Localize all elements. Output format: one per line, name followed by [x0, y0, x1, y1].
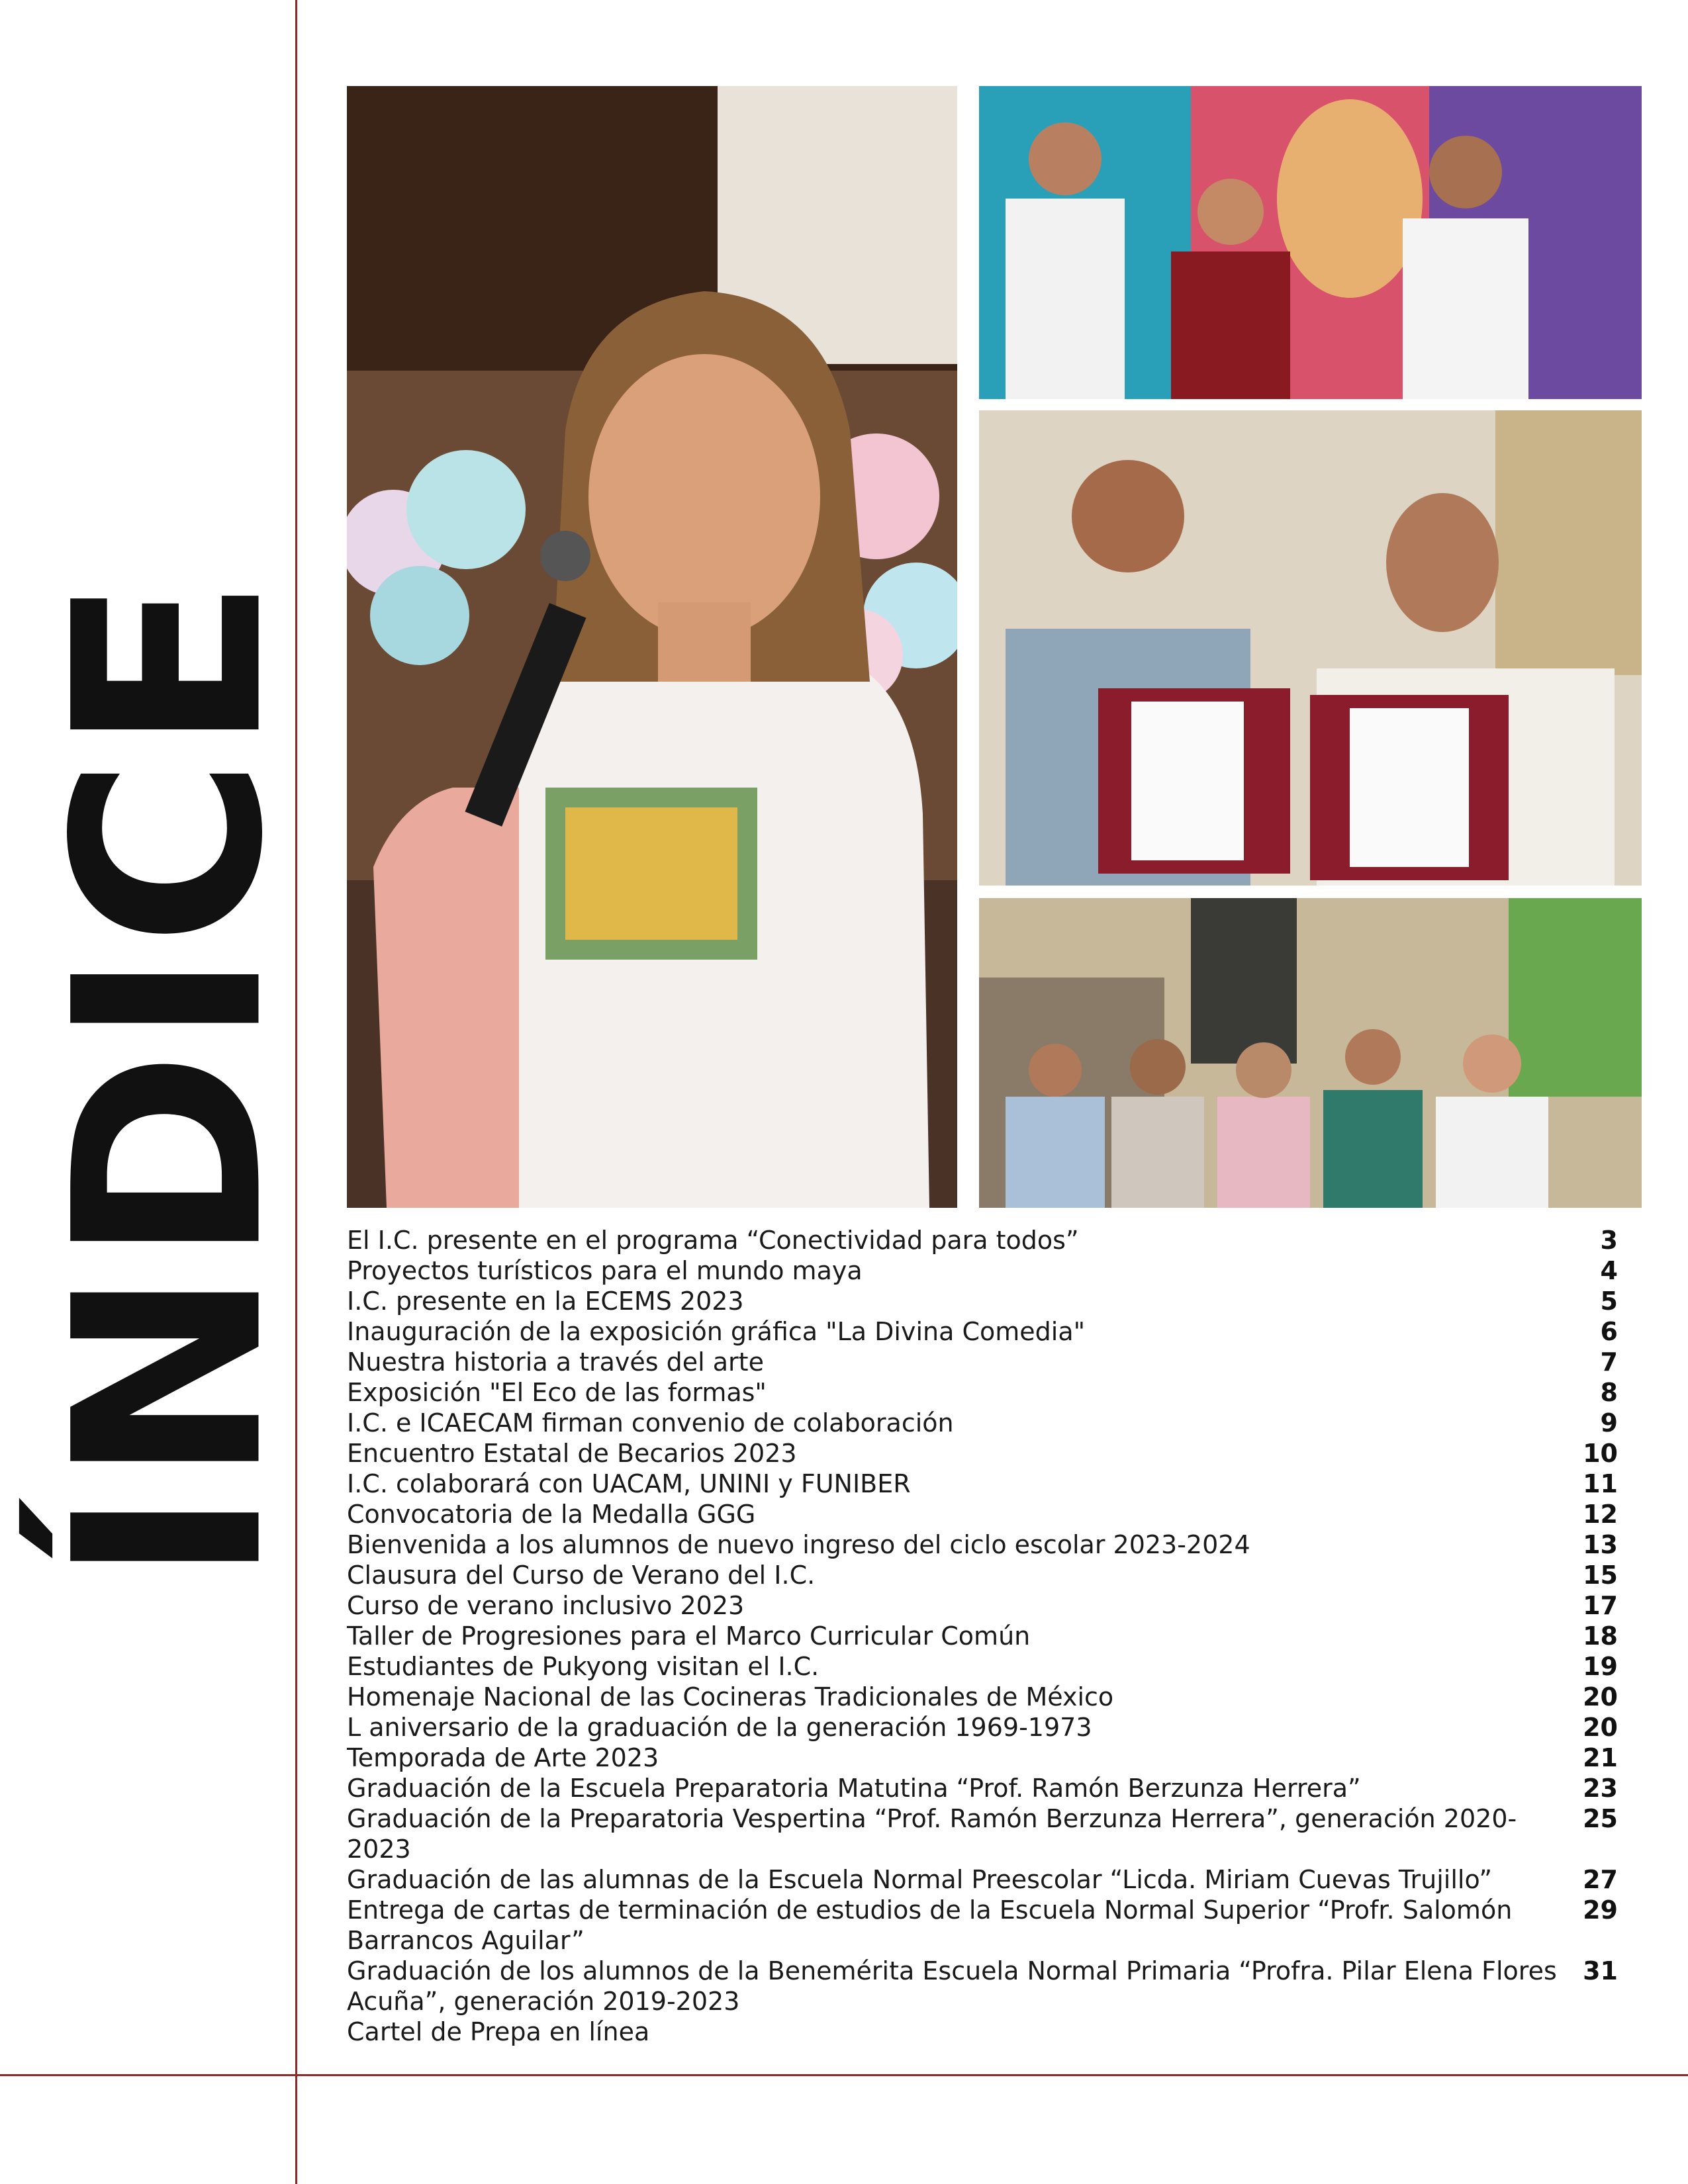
- toc-item-title: Bienvenida a los alumnos de nuevo ingreso del ciclo escolar 2023-2024: [347, 1530, 1250, 1559]
- table-of-contents: [347, 1225, 1618, 2047]
- toc-item-page: 15: [1583, 1561, 1618, 1590]
- page-title-container: [19, 563, 319, 1595]
- toc-item-title: Graduación de la Escuela Preparatoria Matutina “Prof. Ramón Berzunza Herrera”: [347, 1774, 1361, 1803]
- toc-item-title: Temporada de Arte 2023: [347, 1743, 659, 1772]
- toc-item[interactable]: [347, 1590, 1618, 1621]
- toc-item[interactable]: [347, 1560, 1618, 1590]
- toc-item-page: 23: [1583, 1774, 1618, 1803]
- toc-item-title: Entrega de cartas de terminación de estudios de la Escuela Normal Superior “Profr. Salomón Barrancos Aguilar”: [347, 1895, 1513, 1955]
- toc-item[interactable]: [347, 1743, 1618, 1773]
- toc-item-title: Curso de verano inclusivo 2023: [347, 1591, 745, 1620]
- toc-item-title: I.C. colaborará con UACAM, UNINI y FUNIBER: [347, 1469, 911, 1498]
- toc-item[interactable]: [347, 1956, 1618, 2017]
- toc-item-page: 20: [1583, 1713, 1618, 1742]
- toc-item[interactable]: [347, 1316, 1618, 1347]
- toc-item[interactable]: [347, 1803, 1618, 1864]
- toc-item[interactable]: [347, 1529, 1618, 1560]
- toc-item-title: I.C. presente en la ECEMS 2023: [347, 1287, 744, 1316]
- toc-item[interactable]: [347, 1438, 1618, 1469]
- toc-item-page: 5: [1600, 1287, 1618, 1316]
- toc-item[interactable]: [347, 1621, 1618, 1651]
- toc-item-page: 17: [1583, 1591, 1618, 1620]
- group-photo: [979, 898, 1642, 1208]
- toc-item-page: 12: [1583, 1500, 1618, 1529]
- toc-item[interactable]: [347, 1682, 1618, 1712]
- toc-item-page: 10: [1583, 1439, 1618, 1468]
- toc-item[interactable]: [347, 1712, 1618, 1743]
- toc-item-title: L aniversario de la graduación de la generación 1969-1973: [347, 1713, 1092, 1742]
- toc-item[interactable]: [347, 1408, 1618, 1438]
- toc-item[interactable]: [347, 1347, 1618, 1377]
- toc-item[interactable]: [347, 1286, 1618, 1316]
- toc-item-title: Graduación de las alumnas de la Escuela Normal Preescolar “Licda. Miriam Cuevas Trujillo”: [347, 1865, 1493, 1894]
- page-title: ÍNDICE: [19, 572, 319, 1585]
- toc-item-page: 19: [1583, 1652, 1618, 1681]
- toc-item-page: 7: [1600, 1347, 1618, 1377]
- toc-item[interactable]: [347, 1864, 1618, 1895]
- toc-item[interactable]: [347, 1469, 1618, 1499]
- toc-item-page: 27: [1583, 1865, 1618, 1894]
- toc-item-page: 11: [1583, 1469, 1618, 1498]
- toc-item-page: 3: [1600, 1226, 1618, 1255]
- toc-item-page: 31: [1583, 1956, 1618, 1985]
- toc-item-title: El I.C. presente en el programa “Conectividad para todos”: [347, 1226, 1079, 1255]
- toc-item-title: Graduación de los alumnos de la Benemérita Escuela Normal Primaria “Profra. Pilar Elena Flores Acuña”, generación 2019-2023: [347, 1956, 1557, 2016]
- toc-item[interactable]: [347, 1651, 1618, 1682]
- toc-item[interactable]: [347, 1895, 1618, 1956]
- toc-item-page: 18: [1583, 1621, 1618, 1651]
- toc-item-title: I.C. e ICAECAM firman convenio de colaboración: [347, 1408, 954, 1437]
- toc-item-page: 4: [1600, 1256, 1618, 1285]
- toc-item-title: Proyectos turísticos para el mundo maya: [347, 1256, 863, 1285]
- toc-item-page: 21: [1583, 1743, 1618, 1772]
- toc-item-title: Cartel de Prepa en línea: [347, 2017, 650, 2046]
- toc-item[interactable]: [347, 1225, 1618, 1255]
- horizontal-divider: [0, 2074, 1688, 2076]
- toc-item[interactable]: [347, 1499, 1618, 1529]
- toc-item-title: Homenaje Nacional de las Cocineras Tradicionales de México: [347, 1682, 1114, 1711]
- signing-photo: [979, 410, 1642, 886]
- toc-item[interactable]: [347, 2017, 1618, 2047]
- toc-item-page: 20: [1583, 1682, 1618, 1711]
- mural-photo: [979, 86, 1642, 399]
- toc-item-page: 25: [1583, 1804, 1618, 1833]
- toc-item-page: 6: [1600, 1317, 1618, 1346]
- toc-item-page: 8: [1600, 1378, 1618, 1407]
- toc-item-title: Graduación de la Preparatoria Vespertina “Prof. Ramón Berzunza Herrera”, generación 2020-2023: [347, 1804, 1517, 1864]
- toc-item-page: 29: [1583, 1895, 1618, 1925]
- toc-item-title: Estudiantes de Pukyong visitan el I.C.: [347, 1652, 820, 1681]
- toc-item-title: Nuestra historia a través del arte: [347, 1347, 764, 1377]
- toc-item-title: Convocatoria de la Medalla GGG: [347, 1500, 756, 1529]
- toc-item[interactable]: [347, 1377, 1618, 1408]
- toc-item-title: Clausura del Curso de Verano del I.C.: [347, 1561, 816, 1590]
- toc-item-title: Inauguración de la exposición gráfica "La Divina Comedia": [347, 1317, 1086, 1346]
- toc-item[interactable]: [347, 1773, 1618, 1803]
- toc-item-title: Taller de Progresiones para el Marco Curricular Común: [347, 1621, 1031, 1651]
- main-photo: [347, 86, 957, 1208]
- toc-item[interactable]: [347, 1255, 1618, 1286]
- toc-item-page: 9: [1600, 1408, 1618, 1437]
- toc-item-page: 13: [1583, 1530, 1618, 1559]
- toc-item-title: Exposición "El Eco de las formas": [347, 1378, 767, 1407]
- toc-item-title: Encuentro Estatal de Becarios 2023: [347, 1439, 797, 1468]
